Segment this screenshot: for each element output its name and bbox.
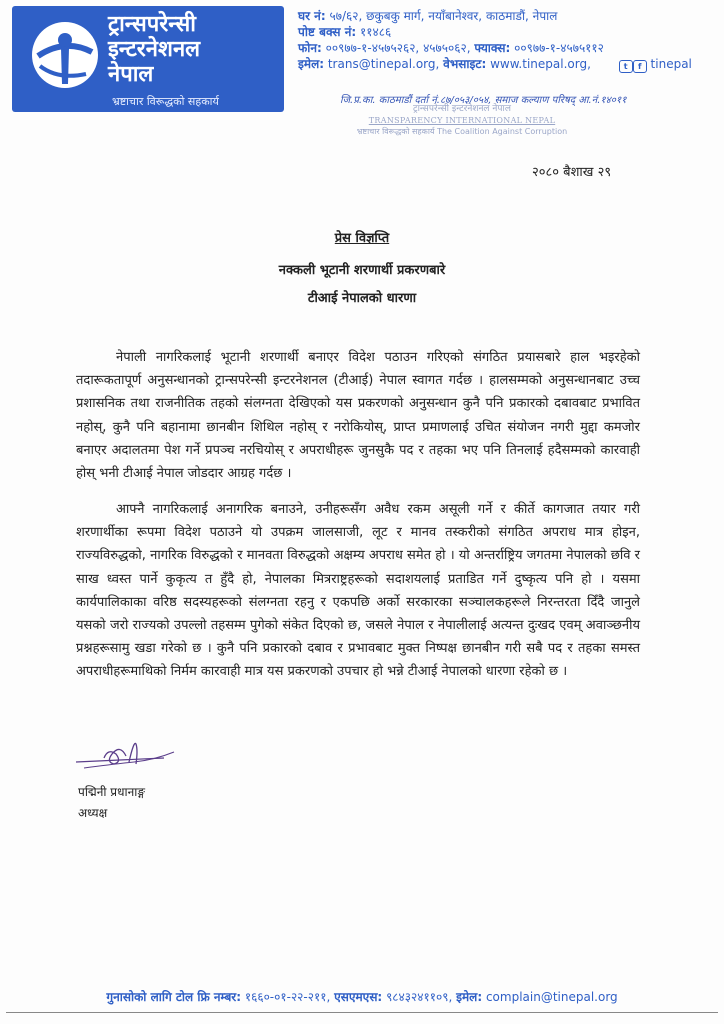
twitter-icon: t (619, 60, 633, 73)
org-name-line-2: इन्टरनेशनल (108, 37, 201, 62)
ti-globe-emblem-icon (28, 18, 102, 92)
phone-value: ००९७७-१-४५७५२६२, ४५७५०६२, (325, 41, 471, 55)
website-label: वेभसाइट: (443, 57, 487, 71)
sms-number: ९८४३२४११०९, (386, 990, 453, 1004)
body-paragraph-2: आफ्नै नागरिकलाई अनागरिक बनाउने, उनीहरूसँग अवैध रकम असूली गर्ने र कीर्ते कागजात तयार गरी शरणार्थीका रूपमा विदेश पठाउने यो उपक्रम जालसाजी, लूट र मानव तस्करीको संगठित अपराध मात्र होइन, राज्यविरुद्धको, नागरिक विरुद्धको र मानवता विरुद्धको अक्षम्य अपराध समेत हो । यो अन्तर्राष्ट्रिय जगतमा नेपालको छवि र साख ध्वस्त पार्ने कुकृत्य त हुँदै हो, नेपालका मित्रराष्ट्रहरूको सदाशयलाई प्रताडित गर्ने दुष्कृत्य पनि हो । यसमा कार्यपालिकाका वरिष्ठ सदस्यहरूको संलग्नता रहनु र एकपछि अर्को सरकारका सञ्चालकहरूले निरन्तरता दिँदै जानुले यसको जरो राज्यको उपल्लो तहसम्म पुगेको संकेत दिएको छ, जसले नेपाल र नेपालीलाई अत्यन्त दुःखद एवम् अवाञ्छनीय प्रश्नहरूसामु खडा गरेको छ । कुनै पनि प्रकारको दबाव र प्रभावबाट मुक्त निष्पक्ष छानबीन गरी सबै पद र तहका समस्त अपराधीहरूमाथिको निर्मम कारवाही मात्र यस प्रकरणको उपचार हो भन्ने टीआई नेपालको धारणा रहेको छ । (76, 502, 640, 680)
signatory-block (78, 782, 145, 824)
fax-label: फ्याक्स: (474, 41, 511, 55)
email-label: इमेल: (298, 57, 325, 71)
document-date: २०८० बैशाख २९ (532, 165, 612, 180)
contact-block (298, 8, 692, 73)
address-value: ५७/६२, छकुबकु मार्ग, नयाँबानेश्वर, काठमाडौं, नेपाल (329, 9, 558, 23)
signatory-title: अध्यक्ष (78, 806, 108, 820)
stamp-line-coalition: भ्रष्टाचार विरूद्धको सहकार्य The Coalition Against Corruption (356, 127, 568, 136)
org-name-line-3: नेपाल (108, 62, 154, 87)
signature-mark (74, 740, 184, 780)
registration-info: जि.प्र.का. काठमाडौं दर्ता नं.८७/०५३/०५४, समाज कल्याण परिषद् आ.नं.१४०११ (340, 95, 627, 106)
address-label: घर नं: (298, 9, 326, 23)
tollfree-number: १६६०-०१-२२-२११, (244, 990, 331, 1004)
complaint-email-link[interactable]: complain@tinepal.org (485, 990, 618, 1004)
signatory-name: पद्मिनी प्रधानाङ्ग (78, 785, 145, 799)
stamp-line-nepali: ट्रान्सपरेन्सी इन्टरनेशनल नेपाल (413, 104, 511, 114)
website-link[interactable]: www.tinepal.org, (490, 57, 591, 71)
org-tagline: भ्रष्टाचार विरूद्धको सहकार्य (112, 95, 219, 108)
pobox-value: ११४८६ (360, 25, 392, 39)
social-handle[interactable]: tinepal (650, 57, 692, 71)
pobox-label: पोष्ट बक्स नं: (298, 25, 357, 39)
email-row (298, 56, 692, 73)
facebook-icon: f (633, 60, 647, 73)
email-link[interactable]: trans@tinepal.org, (327, 57, 440, 71)
subject-heading: नक्कली भूटानी शरणार्थी प्रकरणबारे (278, 263, 446, 278)
pobox-row (298, 24, 692, 40)
org-name (108, 12, 200, 87)
phone-row (298, 40, 692, 56)
fax-value: ००९७७-१-४५७५११२ (514, 41, 604, 55)
tollfree-label: गुनासोको लागि टोल फ्रि नम्बर: (106, 990, 242, 1004)
letterhead-logo (12, 6, 284, 112)
footer-email-label: इमेल: (456, 990, 483, 1004)
subtitle-heading: टीआई नेपालको धारणा (307, 291, 417, 306)
stamp-line-english: TRANSPARENCY INTERNATIONAL NEPAL (368, 116, 556, 125)
footer-divider (6, 1012, 718, 1013)
sms-label: एसएमएस: (334, 990, 383, 1004)
body-paragraph-1: नेपाली नागरिकलाई भूटानी शरणार्थी बनाएर विदेश पठाउन गरिएको संगठित प्रयासबारे हाल भइरहेको तदारूकतापूर्ण अनुसन्धानको ट्रान्सपरेन्सी इन्टरनेशनल (टीआई) नेपाल स्वागत गर्दछ । हालसम्मको अनुसन्धानबाट उच्च प्रशासनिक तथा राजनीतिक तहको संलग्नता देखिएको यस प्रकरणको अनुसन्धान कुनै पनि प्रकारको दबावबाट प्रभावित नहोस्, कुनै पनि बहानामा छानबीन शिथिल नहोस् र नरोकियोस्, प्राप्त प्रमाणलाई उचित संयोजन नगरी मुद्दा कमजोर बनाएर अदालतमा पेश गर्ने प्रपञ्च नरचियोस् र अपराधीहरू जुनसुकै पद र तहका भए पनि तिनलाई हदैसम्मको कारवाही होस् भनी टीआई नेपाल जोडदार आग्रह गर्दछ । (76, 350, 640, 482)
organization-stamp (352, 104, 572, 137)
press-release-title: प्रेस विज्ञप्ति (334, 231, 390, 246)
footer-contact (0, 988, 724, 1005)
org-name-line-1: ट्रान्सपरेन्सी (108, 12, 196, 37)
phone-label: फोन: (298, 41, 322, 55)
social-links (619, 56, 692, 73)
address-row (298, 8, 692, 24)
